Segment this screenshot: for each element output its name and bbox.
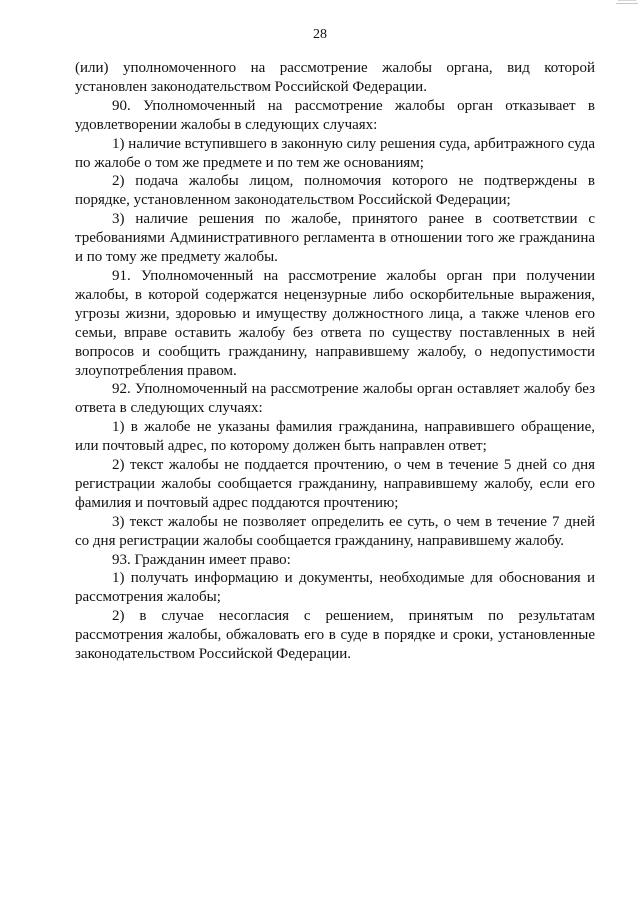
page-number: 28	[313, 27, 327, 42]
paragraph-clause-90: 90. Уполномоченный на рассмотрение жалобы орган отказывает в удовлетворении жалобы в следующих случаях:	[75, 97, 595, 133]
paragraph-clause-90-item-2: 2) подача жалобы лицом, полномочия которого не подтверждены в порядке, установленном законодательством Российской Федерации;	[75, 173, 595, 209]
paragraph-continuation: (или) уполномоченного на рассмотрение жалобы органа, вид которой установлен законодательством Российской Федерации.	[75, 60, 595, 95]
paragraph-clause-92-item-3: 3) текст жалобы не позволяет определить ее суть, о чем в течение 7 дней со дня регистрации жалобы сообщается гражданину, направившему жалобу.	[75, 513, 595, 549]
paragraph-clause-93: 93. Гражданин имеет право:	[112, 551, 291, 568]
paragraph-clause-90-item-3: 3) наличие решения по жалобе, принятого ранее в соответствии с требованиями Административного регламента в отношении того же гражданина и по тому же предмету жалобы.	[75, 211, 595, 266]
paragraph-clause-93-item-1: 1) получать информацию и документы, необходимые для обоснования и рассмотрения жалобы;	[75, 570, 595, 606]
paragraph-clause-91: 91. Уполномоченный на рассмотрение жалобы орган при получении жалобы, в которой содержатся нецензурные либо оскорбительные выражения, угрозы жизни, здоровью и имуществу должностного лица, а также членов его семьи, вправе оставить жалобу без ответа по существу поставленных в ней вопросов и сообщить гражданину, направившему жалобу, о недопустимости злоупотребления правом.	[75, 267, 595, 379]
paragraph-clause-93-item-2: 2) в случае несогласия с решением, принятым по результатам рассмотрения жалобы, обжаловать его в суде в порядке и сроки, установленные законодательством Российской Федерации.	[75, 608, 595, 663]
paragraph-clause-90-item-1: 1) наличие вступившего в законную силу решения суда, арбитражного суда по жалобе о том же предмете и по тем же основаниям;	[75, 135, 595, 171]
paragraph-clause-92-item-1: 1) в жалобе не указаны фамилия гражданина, направившего обращение, или почтовый адрес, по которому должен быть направлен ответ;	[75, 419, 595, 455]
paragraph-clause-92: 92. Уполномоченный на рассмотрение жалобы орган оставляет жалобу без ответа в следующих случаях:	[75, 381, 595, 417]
scan-edge-mark	[616, 0, 638, 4]
paragraph-clause-92-item-2: 2) текст жалобы не поддается прочтению, о чем в течение 5 дней со дня регистрации жалобы сообщается гражданину, направившему жалобу, если его фамилия и почтовый адрес поддаются прочтению;	[75, 457, 595, 511]
document-body	[75, 59, 595, 664]
